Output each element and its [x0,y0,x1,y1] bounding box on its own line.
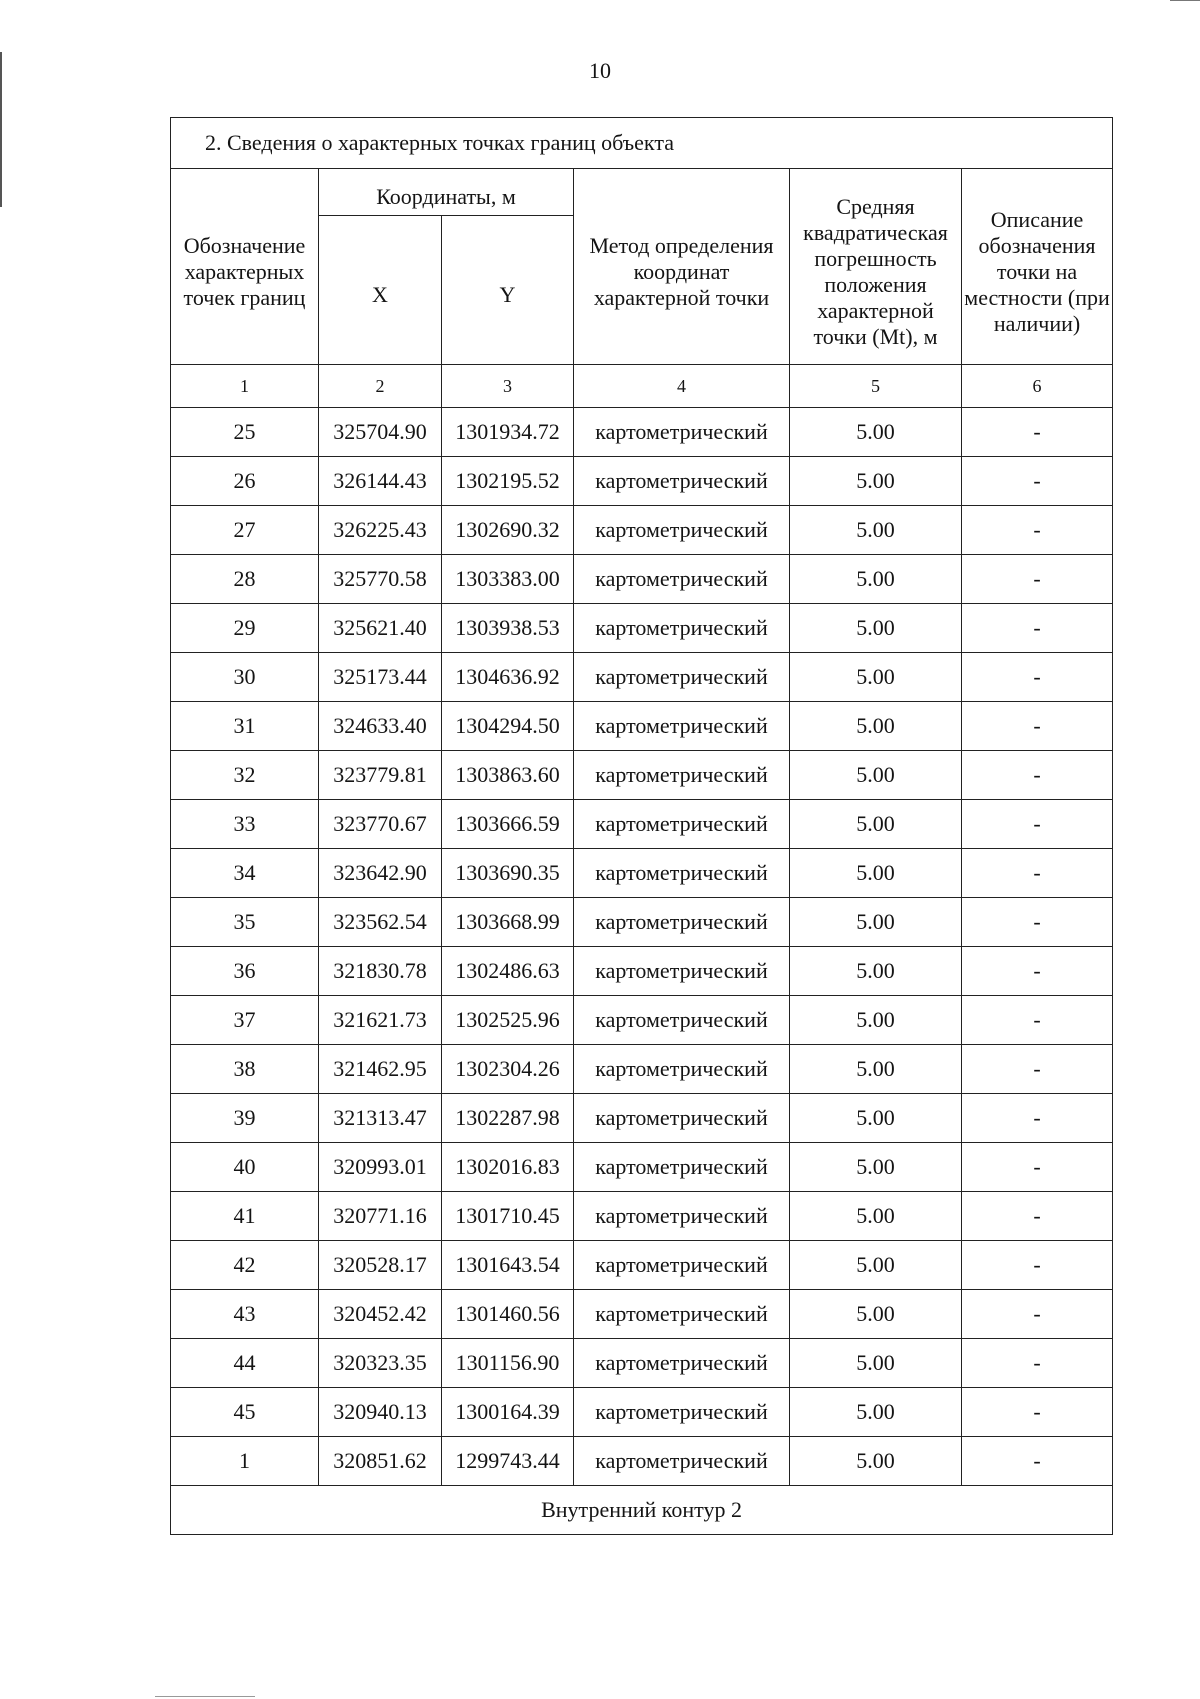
cell-mt: 5.00 [790,1045,962,1094]
cell-description: - [962,849,1113,898]
table-row [171,849,1113,898]
page-number: 10 [589,58,611,83]
cell-y: 1304294.50 [442,702,574,751]
cell-point: 44 [171,1339,319,1388]
cell-method: картометрический [574,408,790,457]
cell-point: 32 [171,751,319,800]
cell-mt: 5.00 [790,653,962,702]
cell-mt: 5.00 [790,555,962,604]
cell-mt: 5.00 [790,1241,962,1290]
column-number: 6 [962,365,1113,408]
header-description: Описание обозначения точки на местности (при наличии) [962,169,1113,365]
cell-y: 1302304.26 [442,1045,574,1094]
cell-description: - [962,751,1113,800]
cell-x: 320528.17 [319,1241,442,1290]
cell-y: 1303690.35 [442,849,574,898]
cell-description: - [962,1388,1113,1437]
cell-x: 321621.73 [319,996,442,1045]
cell-description: - [962,1241,1113,1290]
cell-y: 1303938.53 [442,604,574,653]
table-row [171,800,1113,849]
table-row [171,1045,1113,1094]
cell-y: 1302016.83 [442,1143,574,1192]
cell-point: 28 [171,555,319,604]
scan-edge-mark [155,1696,255,1697]
cell-mt: 5.00 [790,506,962,555]
cell-point: 31 [171,702,319,751]
column-number: 5 [790,365,962,408]
cell-mt: 5.00 [790,1339,962,1388]
cell-point: 33 [171,800,319,849]
cell-x: 320771.16 [319,1192,442,1241]
cell-y: 1301460.56 [442,1290,574,1339]
table-row [171,1388,1113,1437]
cell-description: - [962,1437,1113,1486]
header-row [171,169,1113,216]
cell-y: 1301934.72 [442,408,574,457]
cell-mt: 5.00 [790,457,962,506]
cell-point: 26 [171,457,319,506]
table-row [171,1437,1113,1486]
column-number: 3 [442,365,574,408]
cell-method: картометрический [574,653,790,702]
cell-point: 36 [171,947,319,996]
cell-x: 320323.35 [319,1339,442,1388]
cell-point: 34 [171,849,319,898]
cell-x: 320993.01 [319,1143,442,1192]
cell-point: 37 [171,996,319,1045]
table-row [171,1241,1113,1290]
cell-y: 1302525.96 [442,996,574,1045]
cell-description: - [962,800,1113,849]
cell-y: 1300164.39 [442,1388,574,1437]
cell-mt: 5.00 [790,1437,962,1486]
section-title: 2. Сведения о характерных точках границ объекта [171,118,1113,169]
cell-description: - [962,555,1113,604]
cell-point: 43 [171,1290,319,1339]
cell-x: 323562.54 [319,898,442,947]
section-title-row [171,118,1113,169]
cell-method: картометрический [574,751,790,800]
column-number-row [171,365,1113,408]
cell-point: 35 [171,898,319,947]
boundary-points-table [170,117,1113,1535]
table-row [171,702,1113,751]
cell-y: 1299743.44 [442,1437,574,1486]
table-row [171,1143,1113,1192]
cell-mt: 5.00 [790,408,962,457]
cell-mt: 5.00 [790,751,962,800]
cell-description: - [962,1290,1113,1339]
cell-x: 325621.40 [319,604,442,653]
cell-point: 38 [171,1045,319,1094]
cell-description: - [962,1192,1113,1241]
table-row [171,408,1113,457]
cell-description: - [962,898,1113,947]
cell-y: 1301156.90 [442,1339,574,1388]
table-row [171,555,1113,604]
cell-mt: 5.00 [790,1290,962,1339]
cell-x: 321313.47 [319,1094,442,1143]
cell-description: - [962,653,1113,702]
cell-description: - [962,947,1113,996]
cell-mt: 5.00 [790,1143,962,1192]
table-row [171,898,1113,947]
table-row [171,996,1113,1045]
table-row [171,1339,1113,1388]
cell-y: 1302195.52 [442,457,574,506]
cell-point: 39 [171,1094,319,1143]
header-point-designation: Обозначение характерных точек границ [171,169,319,365]
cell-point: 30 [171,653,319,702]
cell-point: 45 [171,1388,319,1437]
cell-method: картометрический [574,1290,790,1339]
cell-description: - [962,1045,1113,1094]
table-row [171,1094,1113,1143]
contour-label-row [171,1486,1113,1535]
cell-mt: 5.00 [790,1094,962,1143]
cell-y: 1302287.98 [442,1094,574,1143]
cell-x: 320940.13 [319,1388,442,1437]
cell-x: 325173.44 [319,653,442,702]
cell-x: 326144.43 [319,457,442,506]
cell-description: - [962,702,1113,751]
cell-y: 1302486.63 [442,947,574,996]
cell-x: 325770.58 [319,555,442,604]
table-row [171,1290,1113,1339]
cell-description: - [962,1143,1113,1192]
cell-description: - [962,457,1113,506]
cell-point: 27 [171,506,319,555]
cell-x: 320851.62 [319,1437,442,1486]
cell-method: картометрический [574,506,790,555]
cell-method: картометрический [574,800,790,849]
cell-method: картометрический [574,898,790,947]
scan-edge-mark [1170,0,1200,1]
cell-method: картометрический [574,702,790,751]
table-row [171,653,1113,702]
cell-mt: 5.00 [790,1192,962,1241]
column-number: 1 [171,365,319,408]
cell-x: 321830.78 [319,947,442,996]
cell-description: - [962,996,1113,1045]
cell-mt: 5.00 [790,702,962,751]
cell-description: - [962,506,1113,555]
cell-mt: 5.00 [790,800,962,849]
cell-method: картометрический [574,849,790,898]
cell-mt: 5.00 [790,849,962,898]
table-row [171,604,1113,653]
cell-point: 40 [171,1143,319,1192]
cell-method: картометрический [574,1388,790,1437]
cell-y: 1301643.54 [442,1241,574,1290]
cell-method: картометрический [574,947,790,996]
contour-label: Внутренний контур 2 [171,1486,1113,1535]
cell-y: 1304636.92 [442,653,574,702]
header-method: Метод определения координат характерной точки [574,169,790,365]
table-row [171,506,1113,555]
cell-mt: 5.00 [790,1388,962,1437]
table-row [171,751,1113,800]
cell-method: картометрический [574,1339,790,1388]
cell-x: 323642.90 [319,849,442,898]
cell-y: 1303863.60 [442,751,574,800]
cell-mt: 5.00 [790,947,962,996]
cell-x: 320452.42 [319,1290,442,1339]
cell-y: 1303668.99 [442,898,574,947]
cell-x: 321462.95 [319,1045,442,1094]
header-accuracy: Средняя квадратическая погрешность положения характерной точки (Mt), м [790,169,962,365]
cell-y: 1303383.00 [442,555,574,604]
cell-method: картометрический [574,1143,790,1192]
column-number: 4 [574,365,790,408]
table-row [171,1192,1113,1241]
cell-method: картометрический [574,1192,790,1241]
cell-method: картометрический [574,604,790,653]
cell-description: - [962,604,1113,653]
cell-x: 323770.67 [319,800,442,849]
cell-point: 25 [171,408,319,457]
cell-method: картометрический [574,1437,790,1486]
cell-description: - [962,1339,1113,1388]
cell-point: 1 [171,1437,319,1486]
header-x: X [319,216,442,365]
cell-method: картометрический [574,457,790,506]
cell-mt: 5.00 [790,604,962,653]
column-number: 2 [319,365,442,408]
cell-x: 326225.43 [319,506,442,555]
header-coordinates: Координаты, м [319,169,574,216]
cell-y: 1301710.45 [442,1192,574,1241]
cell-point: 29 [171,604,319,653]
cell-point: 42 [171,1241,319,1290]
cell-mt: 5.00 [790,898,962,947]
cell-mt: 5.00 [790,996,962,1045]
cell-y: 1302690.32 [442,506,574,555]
cell-description: - [962,1094,1113,1143]
cell-method: картометрический [574,1094,790,1143]
cell-x: 323779.81 [319,751,442,800]
header-y: Y [442,216,574,365]
cell-description: - [962,408,1113,457]
cell-method: картометрический [574,555,790,604]
table-row [171,457,1113,506]
cell-method: картометрический [574,996,790,1045]
cell-y: 1303666.59 [442,800,574,849]
cell-method: картометрический [574,1045,790,1094]
table-row [171,947,1113,996]
cell-method: картометрический [574,1241,790,1290]
cell-x: 325704.90 [319,408,442,457]
cell-point: 41 [171,1192,319,1241]
cell-x: 324633.40 [319,702,442,751]
